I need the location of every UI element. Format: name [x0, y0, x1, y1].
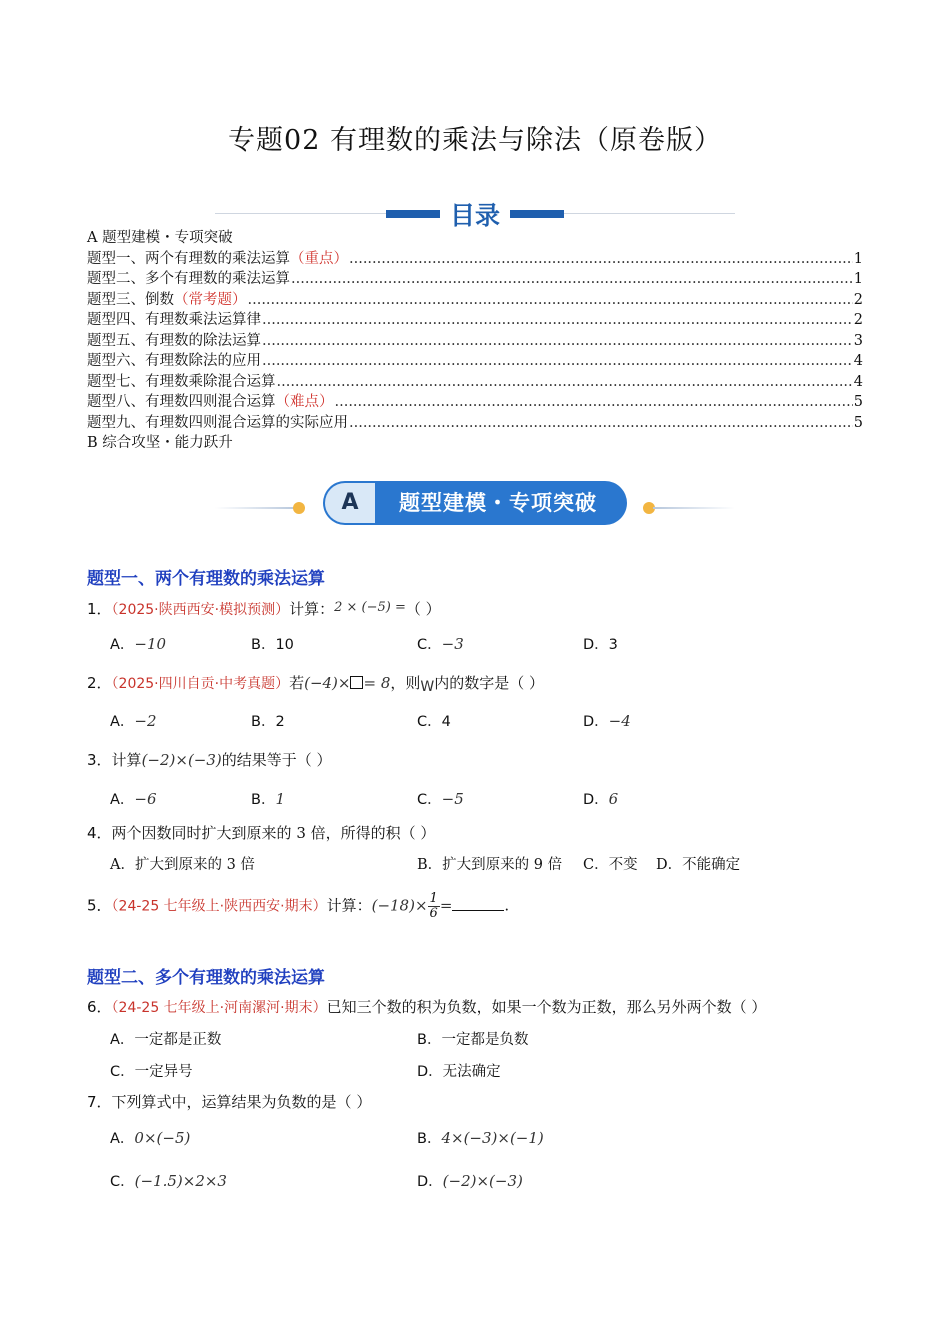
toc-item[interactable] — [87, 351, 863, 372]
q7-option-b[interactable]: B．4×(−3)×(−1) — [417, 1129, 544, 1147]
q4-option-b[interactable]: B．扩大到原来的 9 倍 — [417, 857, 563, 873]
banner-line-left — [215, 507, 297, 509]
q1-option-c[interactable]: C．−3 — [417, 635, 464, 653]
toc-item[interactable] — [87, 372, 863, 393]
question-2 — [87, 672, 544, 695]
toc-page-number: 5 — [853, 394, 863, 410]
math-expression: 2 × (−5) = — [334, 600, 406, 615]
toc-item[interactable] — [87, 249, 863, 270]
question-source: （24-25 七年级上·河南漯河·期末） — [111, 1000, 327, 1016]
question-number: 6． — [87, 998, 112, 1016]
table-of-contents — [87, 228, 863, 454]
q1-option-a[interactable]: A．−10 — [110, 635, 167, 653]
toc-item-tag: （常考题） — [174, 291, 247, 308]
fraction-denominator: 6 — [429, 906, 438, 921]
toc-leader-dots — [335, 392, 853, 413]
q4-option-d[interactable]: D．不能确定 — [656, 857, 741, 873]
q3-option-a[interactable]: A．−6 — [110, 790, 157, 808]
question-number: 2． — [87, 674, 112, 692]
period: . — [504, 896, 510, 915]
question-source: （24-25 七年级上·陕西西安·期末） — [111, 898, 327, 915]
symbol-glyph: W — [420, 679, 435, 695]
question-1 — [87, 598, 441, 619]
question-text: 两个因数同时扩大到原来的 3 倍，所得的积（ ） — [111, 824, 436, 842]
toc-leader-dots — [262, 331, 853, 352]
q2-option-d[interactable]: D．−4 — [583, 712, 631, 730]
question-source: （2025·四川自贡·中考真题） — [111, 676, 290, 692]
q2-option-a[interactable]: A．−2 — [110, 712, 157, 730]
toc-leader-dots — [262, 310, 853, 331]
question-text: 计算 — [111, 751, 142, 769]
q6-option-c[interactable]: C．一定异号 — [110, 1064, 193, 1080]
question-text: 计算： — [326, 896, 372, 915]
toc-page-number: 3 — [853, 332, 863, 349]
toc-leader-dots — [349, 249, 853, 270]
q4-option-c[interactable]: C．不变 — [583, 857, 638, 873]
banner-line-right — [653, 507, 735, 509]
toc-page-number: 1 — [853, 271, 863, 287]
banner-letter: A — [325, 483, 375, 523]
math-expression: (−2)×(−3) — [141, 751, 222, 769]
question-text: ，则 — [390, 674, 421, 692]
question-source: （2025·陕西西安·模拟预测） — [111, 602, 290, 618]
toc-item[interactable] — [87, 310, 863, 331]
toc-leader-dots — [291, 269, 853, 290]
question-number: 1． — [87, 600, 112, 618]
q2-option-c[interactable]: C．4 — [417, 714, 451, 730]
toc-part-a[interactable]: A 题型建模・专项突破 — [87, 230, 233, 246]
toc-item[interactable] — [87, 290, 863, 311]
page-title: 专题02 有理数的乘法与除法（原卷版） — [228, 125, 722, 156]
question-6 — [87, 996, 766, 1017]
question-7 — [87, 1091, 371, 1112]
toc-page-number: 2 — [853, 291, 863, 308]
section-title-1: 题型一、两个有理数的乘法运算 — [87, 569, 325, 589]
question-number: 5． — [87, 896, 112, 915]
question-3 — [87, 749, 332, 770]
q6-option-d[interactable]: D．无法确定 — [417, 1064, 501, 1080]
q7-option-a[interactable]: A．0×(−5) — [110, 1129, 191, 1147]
equals-sign: = — [439, 896, 453, 915]
question-text: 下列算式中，运算结果为负数的是（ ） — [111, 1093, 372, 1111]
toc-part-b[interactable]: B 综合攻坚・能力跃升 — [87, 435, 233, 451]
toc-item-label: 题型八、有理数四则混合运算 — [87, 394, 276, 410]
q7-option-d[interactable]: D．(−2)×(−3) — [417, 1172, 523, 1190]
toc-page-number: 4 — [853, 373, 863, 390]
q6-option-a[interactable]: A．一定都是正数 — [110, 1032, 222, 1048]
fraction-numerator: 1 — [429, 891, 438, 906]
toc-item-label: 题型四、有理数乘法运算律 — [87, 312, 261, 328]
q2-option-b[interactable]: B．2 — [251, 714, 285, 730]
fraction — [428, 892, 440, 921]
math-expression: (−4)× — [304, 674, 351, 692]
toc-leader-dots — [349, 413, 853, 434]
question-number: 4． — [87, 824, 112, 842]
toc-item-tag: （重点） — [290, 250, 348, 267]
toc-item-label: 题型九、有理数四则混合运算的实际应用 — [87, 414, 348, 431]
question-text: 内的数字是（ ） — [434, 674, 545, 692]
toc-item-label: 题型七、有理数乘除混合运算 — [87, 373, 276, 390]
math-expression: (−18)× — [371, 896, 428, 915]
toc-item-label: 题型五、有理数的除法运算 — [87, 332, 261, 349]
question-text: 已知三个数的积为负数，如果一个数为正数，那么另外两个数（ ） — [326, 998, 767, 1016]
question-5 — [87, 892, 509, 921]
banner-title: 题型建模・专项突破 — [399, 491, 597, 515]
toc-item-label: 题型三、倒数 — [87, 291, 174, 308]
toc-item[interactable] — [87, 392, 863, 413]
toc-item-label: 题型一、两个有理数的乘法运算 — [87, 250, 290, 267]
toc-page-number: 4 — [853, 353, 863, 369]
empty-box-icon — [350, 676, 363, 689]
question-number: 3． — [87, 751, 112, 769]
question-text: 的结果等于（ ） — [221, 751, 332, 769]
answer-blank[interactable] — [452, 896, 504, 911]
toc-item[interactable] — [87, 269, 863, 290]
question-text: 计算： — [289, 600, 335, 618]
q6-option-b[interactable]: B．一定都是负数 — [417, 1032, 529, 1048]
toc-item-label: 题型六、有理数除法的应用 — [87, 353, 261, 369]
toc-item[interactable] — [87, 413, 863, 434]
toc-page-number: 2 — [853, 312, 863, 328]
toc-leader-dots — [277, 372, 853, 393]
banner-dot-left — [293, 502, 305, 514]
question-4 — [87, 822, 435, 843]
toc-item[interactable] — [87, 331, 863, 352]
toc-leader-dots — [248, 290, 853, 311]
toc-item-tag: （难点） — [275, 394, 334, 410]
question-text: 若 — [289, 674, 305, 692]
toc-leader-dots — [262, 351, 853, 372]
q3-option-c[interactable]: C．−5 — [417, 790, 464, 808]
toc-page-number: 1 — [853, 250, 863, 267]
question-number: 7． — [87, 1093, 112, 1111]
q7-option-c[interactable]: C．(−1.5)×2×3 — [110, 1172, 227, 1190]
q3-option-d[interactable]: D．6 — [583, 790, 619, 808]
toc-heading: 目录 — [440, 196, 510, 232]
q4-option-a[interactable]: A．扩大到原来的 3 倍 — [110, 857, 255, 873]
toc-page-number: 5 — [853, 414, 863, 431]
section-title-2: 题型二、多个有理数的乘法运算 — [87, 968, 325, 988]
answer-bracket: （ ） — [405, 600, 441, 618]
q1-option-b[interactable]: B．10 — [251, 637, 294, 653]
math-expression: = 8 — [363, 674, 391, 692]
q1-option-d[interactable]: D．3 — [583, 637, 618, 653]
toc-item-label: 题型二、多个有理数的乘法运算 — [87, 271, 290, 287]
q3-option-b[interactable]: B．1 — [251, 790, 285, 808]
